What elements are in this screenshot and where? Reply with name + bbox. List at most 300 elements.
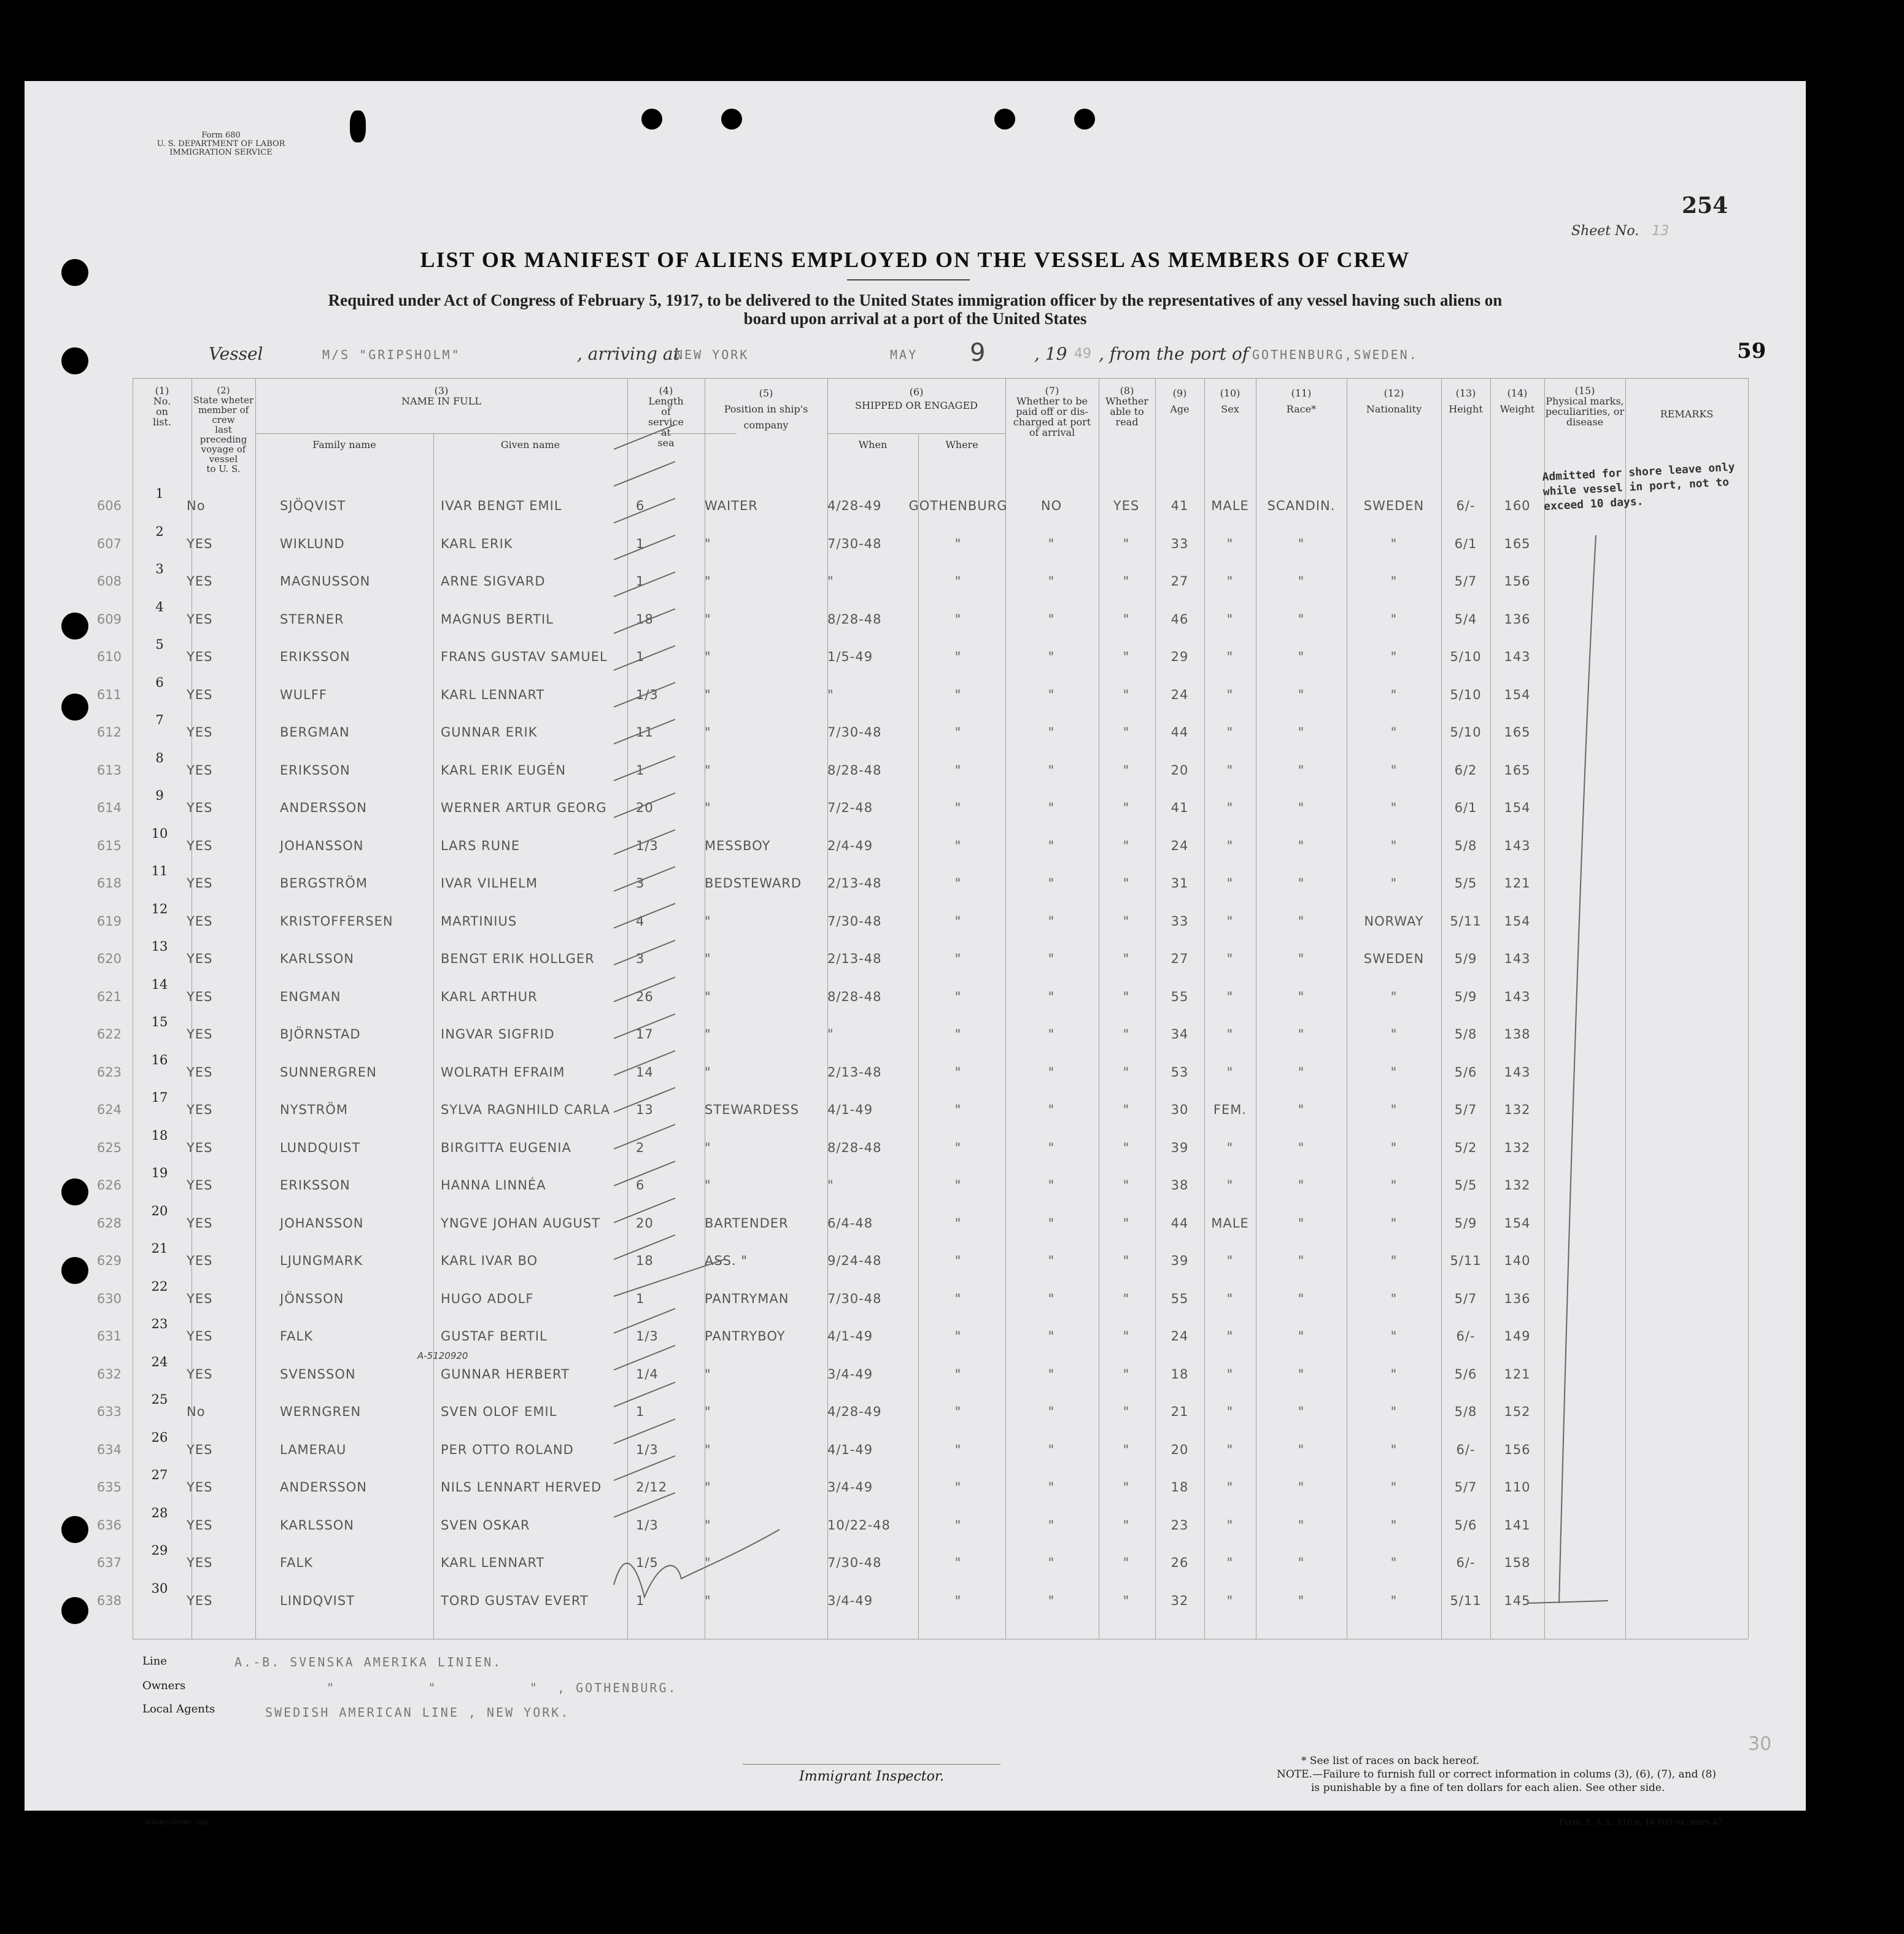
row-given-name: SVEN OLOF EMIL <box>441 1404 557 1419</box>
row-able-to-read: " <box>1123 1253 1130 1268</box>
row-shipped-when: 7/30-48 <box>827 1291 882 1306</box>
tick-mark <box>614 646 675 670</box>
tick-mark <box>614 425 675 449</box>
row-previous-voyage: YES <box>187 1593 213 1608</box>
row-family-name: LINDQVIST <box>280 1593 355 1608</box>
tick-mark <box>614 719 675 744</box>
row-weight: 141 <box>1504 1517 1531 1533</box>
row-reference: 632 <box>96 1366 122 1382</box>
row-family-name: WULFF <box>280 687 327 702</box>
subtitle-line-1: Required under Act of Congress of February 5, 1917, to be delivered to the United States immigration officer by the representatives of any vessel having such aliens on <box>328 291 1503 309</box>
row-service-length: 11 <box>636 725 654 740</box>
note-line-2: is punishable by a fine of ten dollars for each alien. See other side. <box>1311 1782 1665 1794</box>
row-previous-voyage: YES <box>187 1102 213 1117</box>
row-shipped-where: " <box>954 1329 962 1344</box>
row-shipped-when: 3/4-49 <box>827 1593 873 1608</box>
row-given-name: GUSTAF BERTIL <box>441 1329 548 1344</box>
row-family-name: FALK <box>280 1555 313 1570</box>
header-when: When <box>858 439 888 451</box>
row-nationality: " <box>1390 1253 1398 1268</box>
row-height: 5/10 <box>1450 649 1482 664</box>
row-nationality: " <box>1390 1366 1398 1382</box>
row-list-number: 26 <box>151 1429 168 1445</box>
sheet-value: 13 <box>1652 223 1670 239</box>
row-list-number: 18 <box>151 1128 168 1143</box>
row-given-name: SYLVA RAGNHILD CARLA <box>441 1102 611 1117</box>
row-previous-voyage: YES <box>187 989 213 1004</box>
row-nationality: " <box>1390 1215 1398 1231</box>
row-given-name: NILS LENNART HERVED <box>441 1480 602 1495</box>
row-race: " <box>1298 1404 1305 1419</box>
row-nationality: " <box>1390 1517 1398 1533</box>
row-shipped-when: 4/28-49 <box>827 1404 882 1419</box>
row-paid-off: " <box>1048 1480 1055 1495</box>
row-height: 5/5 <box>1454 876 1477 891</box>
inspector-rule <box>743 1764 1000 1765</box>
row-race: " <box>1298 1253 1305 1268</box>
row-position: " <box>705 611 711 627</box>
row-age: 34 <box>1171 1027 1189 1042</box>
row-paid-off: " <box>1048 989 1055 1004</box>
row-given-name: IVAR VILHELM <box>441 876 538 891</box>
row-paid-off: " <box>1048 1593 1055 1608</box>
row-service-length: 26 <box>636 989 654 1004</box>
row-race: " <box>1298 1102 1305 1117</box>
row-family-name: STERNER <box>280 611 344 627</box>
row-sex: " <box>1226 1517 1234 1533</box>
row-shipped-where: " <box>954 687 962 702</box>
row-given-name: KARL ERIK EUGÉN <box>441 762 567 778</box>
local-agents: SWEDISH AMERICAN LINE , NEW YORK. <box>265 1705 570 1720</box>
row-previous-voyage: YES <box>187 687 213 702</box>
header-given-name: Given name <box>500 439 560 451</box>
row-able-to-read: " <box>1123 1064 1130 1080</box>
row-reference: 623 <box>96 1064 122 1080</box>
row-nationality: " <box>1390 1064 1398 1080</box>
row-previous-voyage: YES <box>187 1027 213 1042</box>
row-nationality: " <box>1390 1102 1398 1117</box>
row-shipped-when: " <box>827 574 834 589</box>
tick-mark <box>614 1345 675 1370</box>
inspector-initials <box>614 1530 780 1597</box>
row-height: 5/6 <box>1454 1517 1477 1533</box>
row-position: PANTRYBOY <box>705 1329 786 1344</box>
row-reference: 633 <box>96 1404 122 1419</box>
row-shipped-when: 2/13-48 <box>827 951 882 966</box>
row-weight: 158 <box>1504 1555 1531 1570</box>
row-age: 41 <box>1171 498 1189 513</box>
row-given-name: HANNA LINNÉA <box>441 1178 546 1193</box>
tick-mark <box>614 903 675 928</box>
row-family-name: BERGSTRÖM <box>280 876 368 891</box>
arrival-month: MAY <box>890 347 918 362</box>
row-list-number: 30 <box>151 1580 168 1596</box>
row-family-name: ANDERSSON <box>280 800 368 815</box>
row-height: 5/11 <box>1450 1593 1482 1608</box>
row-reference: 607 <box>96 536 122 551</box>
row-able-to-read: " <box>1123 725 1130 740</box>
row-shipped-when: 2/13-48 <box>827 1064 882 1080</box>
row-reference: 620 <box>96 951 122 966</box>
row-reference: 629 <box>96 1253 122 1268</box>
row-race: " <box>1298 611 1305 627</box>
row-able-to-read: " <box>1123 1404 1130 1419</box>
row-paid-off: " <box>1048 1215 1055 1231</box>
department: U. S. DEPARTMENT OF LABOR <box>157 139 285 149</box>
row-age: 24 <box>1171 838 1189 853</box>
row-given-name: KARL ARTHUR <box>441 989 538 1004</box>
tick-mark <box>614 867 675 891</box>
row-paid-off: " <box>1048 913 1055 929</box>
row-given-name: MARTINIUS <box>441 913 517 929</box>
row-weight: 156 <box>1504 1442 1531 1457</box>
row-position: " <box>705 951 711 966</box>
row-shipped-where: GOTHENBURG <box>908 498 1008 513</box>
row-position: BARTENDER <box>705 1215 789 1231</box>
vessel-name: M/S "GRIPSHOLM" <box>322 347 461 362</box>
row-paid-off: " <box>1048 687 1055 702</box>
row-given-name: HUGO ADOLF <box>441 1291 534 1306</box>
row-paid-off: NO <box>1040 498 1062 513</box>
row-race: " <box>1298 1027 1305 1042</box>
tick-mark <box>614 1088 675 1112</box>
row-age: 26 <box>1171 1555 1189 1570</box>
row-weight: 143 <box>1504 951 1531 966</box>
row-shipped-when: 8/28-48 <box>827 762 882 778</box>
row-position: " <box>705 1027 711 1042</box>
row-age: 39 <box>1171 1140 1189 1155</box>
row-paid-off: " <box>1048 1140 1055 1155</box>
row-weight: 143 <box>1504 649 1531 664</box>
row-race: " <box>1298 649 1305 664</box>
row-family-name: SVENSSON <box>280 1366 356 1382</box>
row-reference: 635 <box>96 1480 122 1495</box>
row-previous-voyage: YES <box>187 1329 213 1344</box>
row-able-to-read: " <box>1123 1102 1130 1117</box>
row-given-name: KARL LENNART <box>441 687 545 702</box>
row-able-to-read: " <box>1123 1291 1130 1306</box>
subtitle-line-2: board upon arrival at a port of the United States <box>743 309 1087 328</box>
row-previous-voyage: YES <box>187 876 213 891</box>
immigrant-inspector: Immigrant Inspector. <box>799 1769 944 1784</box>
row-nationality: " <box>1390 762 1398 778</box>
row-weight: 121 <box>1504 876 1531 891</box>
row-sex: " <box>1226 951 1234 966</box>
row-paid-off: " <box>1048 1291 1055 1306</box>
row-family-name: KARLSSON <box>280 1517 354 1533</box>
row-shipped-when: 10/22-48 <box>827 1517 891 1533</box>
row-list-number: 13 <box>151 939 168 954</box>
row-given-name: FRANS GUSTAV SAMUEL <box>441 649 608 664</box>
row-shipped-when: 3/4-49 <box>827 1366 873 1382</box>
row-nationality: " <box>1390 838 1398 853</box>
row-nationality: " <box>1390 1442 1398 1457</box>
row-sex: " <box>1226 1593 1234 1608</box>
row-family-name: BERGMAN <box>280 725 350 740</box>
tick-mark <box>614 683 675 707</box>
row-nationality: " <box>1390 1555 1398 1570</box>
row-paid-off: " <box>1048 1366 1055 1382</box>
header-where: Where <box>945 439 978 451</box>
row-able-to-read: " <box>1123 838 1130 853</box>
row-sex: " <box>1226 1178 1234 1193</box>
row-nationality: " <box>1390 1178 1398 1193</box>
row-given-name: PER OTTO ROLAND <box>441 1442 574 1457</box>
row-paid-off: " <box>1048 1442 1055 1457</box>
row-previous-voyage: YES <box>187 1253 213 1268</box>
row-able-to-read: " <box>1123 1178 1130 1193</box>
row-given-name: KARL IVAR BO <box>441 1253 538 1268</box>
form-reference: Form. S. A. L. 116 n. 10 000 ex. mars 47. <box>1559 1818 1725 1827</box>
row-previous-voyage: YES <box>187 1215 213 1231</box>
row-race: " <box>1298 1291 1305 1306</box>
row-age: 41 <box>1171 800 1189 815</box>
row-shipped-when: 7/30-48 <box>827 913 882 929</box>
row-paid-off: " <box>1048 725 1055 740</box>
row-nationality: NORWAY <box>1364 913 1424 929</box>
row-able-to-read: " <box>1123 800 1130 815</box>
row-sex: " <box>1226 1480 1234 1495</box>
footnotes <box>1277 1754 1805 1795</box>
row-service-length: 13 <box>636 1102 654 1117</box>
manifest-sheet <box>25 81 1806 1827</box>
row-height: 6/1 <box>1454 800 1477 815</box>
header-paid-off: (7) Whether to be paid off or dis- charged at port of arrival <box>1013 385 1091 438</box>
row-sex: " <box>1226 1253 1234 1268</box>
row-able-to-read: " <box>1123 1329 1130 1344</box>
row-service-length: 20 <box>636 1215 654 1231</box>
row-sex: " <box>1226 687 1234 702</box>
arriving-label: , arriving at <box>577 344 680 364</box>
row-age: 55 <box>1171 989 1189 1004</box>
row-race: " <box>1298 536 1305 551</box>
row-reference: 613 <box>96 762 122 778</box>
owners-label: Owners <box>142 1679 186 1692</box>
row-reference: 611 <box>96 687 122 702</box>
row-age: 39 <box>1171 1253 1189 1268</box>
row-nationality: " <box>1390 611 1398 627</box>
row-given-name: KARL ERIK <box>441 536 513 551</box>
row-service-length: 4 <box>636 913 645 929</box>
row-reference: 608 <box>96 574 122 589</box>
row-list-number: 19 <box>151 1166 168 1180</box>
row-race: " <box>1298 989 1305 1004</box>
row-service-length: 1 <box>636 1593 645 1608</box>
row-age: 18 <box>1171 1366 1189 1382</box>
row-shipped-where: " <box>954 913 962 929</box>
row-weight: 110 <box>1504 1480 1531 1495</box>
row-position: " <box>705 536 711 551</box>
row-weight: 165 <box>1504 725 1531 740</box>
row-age: 20 <box>1171 1442 1189 1457</box>
header-list-no: (1) No. on list. <box>153 385 171 428</box>
row-reference: 634 <box>96 1442 122 1457</box>
row-service-length: 1/4 <box>636 1366 659 1382</box>
tick-mark <box>614 830 675 854</box>
row-race: " <box>1298 876 1305 891</box>
row-sex: " <box>1226 536 1234 551</box>
row-reference: 637 <box>96 1555 122 1570</box>
header-family-name: Family name <box>312 439 376 451</box>
row-race: " <box>1298 913 1305 929</box>
ditto-line <box>1559 535 1596 1603</box>
row-service-length: 1 <box>636 1404 645 1419</box>
row-paid-off: " <box>1048 1027 1055 1042</box>
row-paid-off: " <box>1048 649 1055 664</box>
header-length-service: (4) Length of service at sea <box>648 385 684 449</box>
row-paid-off: " <box>1048 536 1055 551</box>
row-shipped-where: " <box>954 611 962 627</box>
row-nationality: " <box>1390 1480 1398 1495</box>
pencil-marks <box>25 81 1806 1811</box>
row-list-number: 12 <box>151 901 168 916</box>
row-shipped-where: " <box>954 536 962 551</box>
row-shipped-where: " <box>954 1291 962 1306</box>
tick-mark <box>614 756 675 781</box>
row-weight: 138 <box>1504 1027 1531 1042</box>
row-able-to-read: " <box>1123 951 1130 966</box>
row-age: 32 <box>1171 1593 1189 1608</box>
row-able-to-read: " <box>1123 536 1130 551</box>
row-paid-off: " <box>1048 611 1055 627</box>
arrival-day: 9 <box>970 339 986 367</box>
row-sex: " <box>1226 800 1234 815</box>
row-race: SCANDIN. <box>1267 498 1336 513</box>
row-shipped-where: " <box>954 1140 962 1155</box>
row-service-length: 1 <box>636 1291 645 1306</box>
row-list-number: 11 <box>151 864 168 878</box>
row-reference: 609 <box>96 611 122 627</box>
owners: " " " , GOTHENBURG. <box>327 1681 678 1695</box>
row-service-length: 6 <box>636 1178 645 1193</box>
row-able-to-read: " <box>1123 611 1130 627</box>
row-able-to-read: " <box>1123 913 1130 929</box>
vessel-label: Vessel <box>209 344 263 364</box>
row-family-name: MAGNUSSON <box>280 574 371 589</box>
row-position: BEDSTEWARD <box>705 876 802 891</box>
row-reference: 610 <box>96 649 122 664</box>
row-able-to-read: YES <box>1113 498 1140 513</box>
row-nationality: " <box>1390 1291 1398 1306</box>
row-given-name: GUNNAR ERIK <box>441 725 538 740</box>
row-weight: 140 <box>1504 1253 1531 1268</box>
row-position: " <box>705 1064 711 1080</box>
row-list-number: 15 <box>151 1015 168 1029</box>
row-position: " <box>705 1593 711 1608</box>
row-list-number: 1 <box>155 486 164 501</box>
row-family-name: LUNDQUIST <box>280 1140 361 1155</box>
row-able-to-read: " <box>1123 1480 1130 1495</box>
row-shipped-where: " <box>954 838 962 853</box>
row-nationality: SWEDEN <box>1363 498 1425 513</box>
row-height: 5/5 <box>1454 1178 1477 1193</box>
row-service-length: 18 <box>636 611 654 627</box>
row-previous-voyage: YES <box>187 649 213 664</box>
row-shipped-when: 7/30-48 <box>827 536 882 551</box>
row-reference: 615 <box>96 838 122 853</box>
row-given-name: INGVAR SIGFRID <box>441 1027 555 1042</box>
row-shipped-where: " <box>954 762 962 778</box>
row-race: " <box>1298 1178 1305 1193</box>
tick-mark <box>614 1124 675 1149</box>
footer-owners-row <box>142 1677 695 1698</box>
row-family-name: KARLSSON <box>280 951 354 966</box>
row-family-name: JOHANSSON <box>280 1215 364 1231</box>
row-nationality: " <box>1390 876 1398 891</box>
row-paid-off: " <box>1048 574 1055 589</box>
header-nationality: (12) Nationality <box>1366 387 1422 415</box>
row-sex: " <box>1226 762 1234 778</box>
row-age: 55 <box>1171 1291 1189 1306</box>
row-shipped-when: 8/28-48 <box>827 611 882 627</box>
row-reference: 606 <box>96 498 122 513</box>
row-race: " <box>1298 725 1305 740</box>
row-list-number: 25 <box>151 1392 168 1407</box>
row-height: 5/10 <box>1450 725 1482 740</box>
row-nationality: " <box>1390 800 1398 815</box>
row-age: 20 <box>1171 762 1189 778</box>
row-weight: 149 <box>1504 1329 1531 1344</box>
row-given-name: GUNNAR HERBERT <box>441 1366 570 1382</box>
row-sex: " <box>1226 611 1234 627</box>
row-weight: 154 <box>1504 800 1531 815</box>
row-paid-off: " <box>1048 762 1055 778</box>
row-family-name: WERNGREN <box>280 1404 362 1419</box>
row-shipped-where: " <box>954 725 962 740</box>
row-list-number: 9 <box>155 788 164 803</box>
row-service-length: 1/3 <box>636 838 659 853</box>
row-height: 5/7 <box>1454 1102 1477 1117</box>
row-previous-voyage: YES <box>187 1366 213 1382</box>
row-service-length: 1 <box>636 536 645 551</box>
row-nationality: " <box>1390 1329 1398 1344</box>
row-service-length: 2/12 <box>636 1480 668 1495</box>
row-family-name: LAMERAU <box>280 1442 347 1457</box>
row-race: " <box>1298 762 1305 778</box>
row-weight: 143 <box>1504 838 1531 853</box>
row-list-number: 22 <box>151 1278 168 1294</box>
row-position: " <box>705 649 711 664</box>
race-footnote: * See list of races on back hereof. <box>1301 1755 1480 1767</box>
row-weight: 132 <box>1504 1140 1531 1155</box>
row-able-to-read: " <box>1123 1593 1130 1608</box>
row-able-to-read: " <box>1123 1140 1130 1155</box>
row-weight: 136 <box>1504 1291 1531 1306</box>
tick-mark <box>614 572 675 597</box>
page-stamp: 254 <box>1682 193 1728 219</box>
header-sex: (10) Sex <box>1220 387 1240 415</box>
row-list-number: 8 <box>155 750 164 765</box>
line-label: Line <box>142 1655 167 1668</box>
agents-label: Local Agents <box>142 1703 215 1715</box>
header-height: (13) Height <box>1449 387 1483 415</box>
row-shipped-where: " <box>954 1064 962 1080</box>
row-race: " <box>1298 1215 1305 1231</box>
row-sex: " <box>1226 1140 1234 1155</box>
departure-port: GOTHENBURG,SWEDEN. <box>1252 347 1418 362</box>
row-reference: 631 <box>96 1329 122 1344</box>
tick-mark <box>614 1259 724 1296</box>
row-nationality: " <box>1390 687 1398 702</box>
row-position: " <box>705 1442 711 1457</box>
row-service-length: 14 <box>636 1064 654 1080</box>
row-given-name: TORD GUSTAV EVERT <box>441 1593 589 1608</box>
row-previous-voyage: YES <box>187 1555 213 1570</box>
tick-mark <box>614 1161 675 1186</box>
arriving-port: NEW YORK <box>675 347 749 362</box>
row-race: " <box>1298 951 1305 966</box>
row-age: 29 <box>1171 649 1189 664</box>
